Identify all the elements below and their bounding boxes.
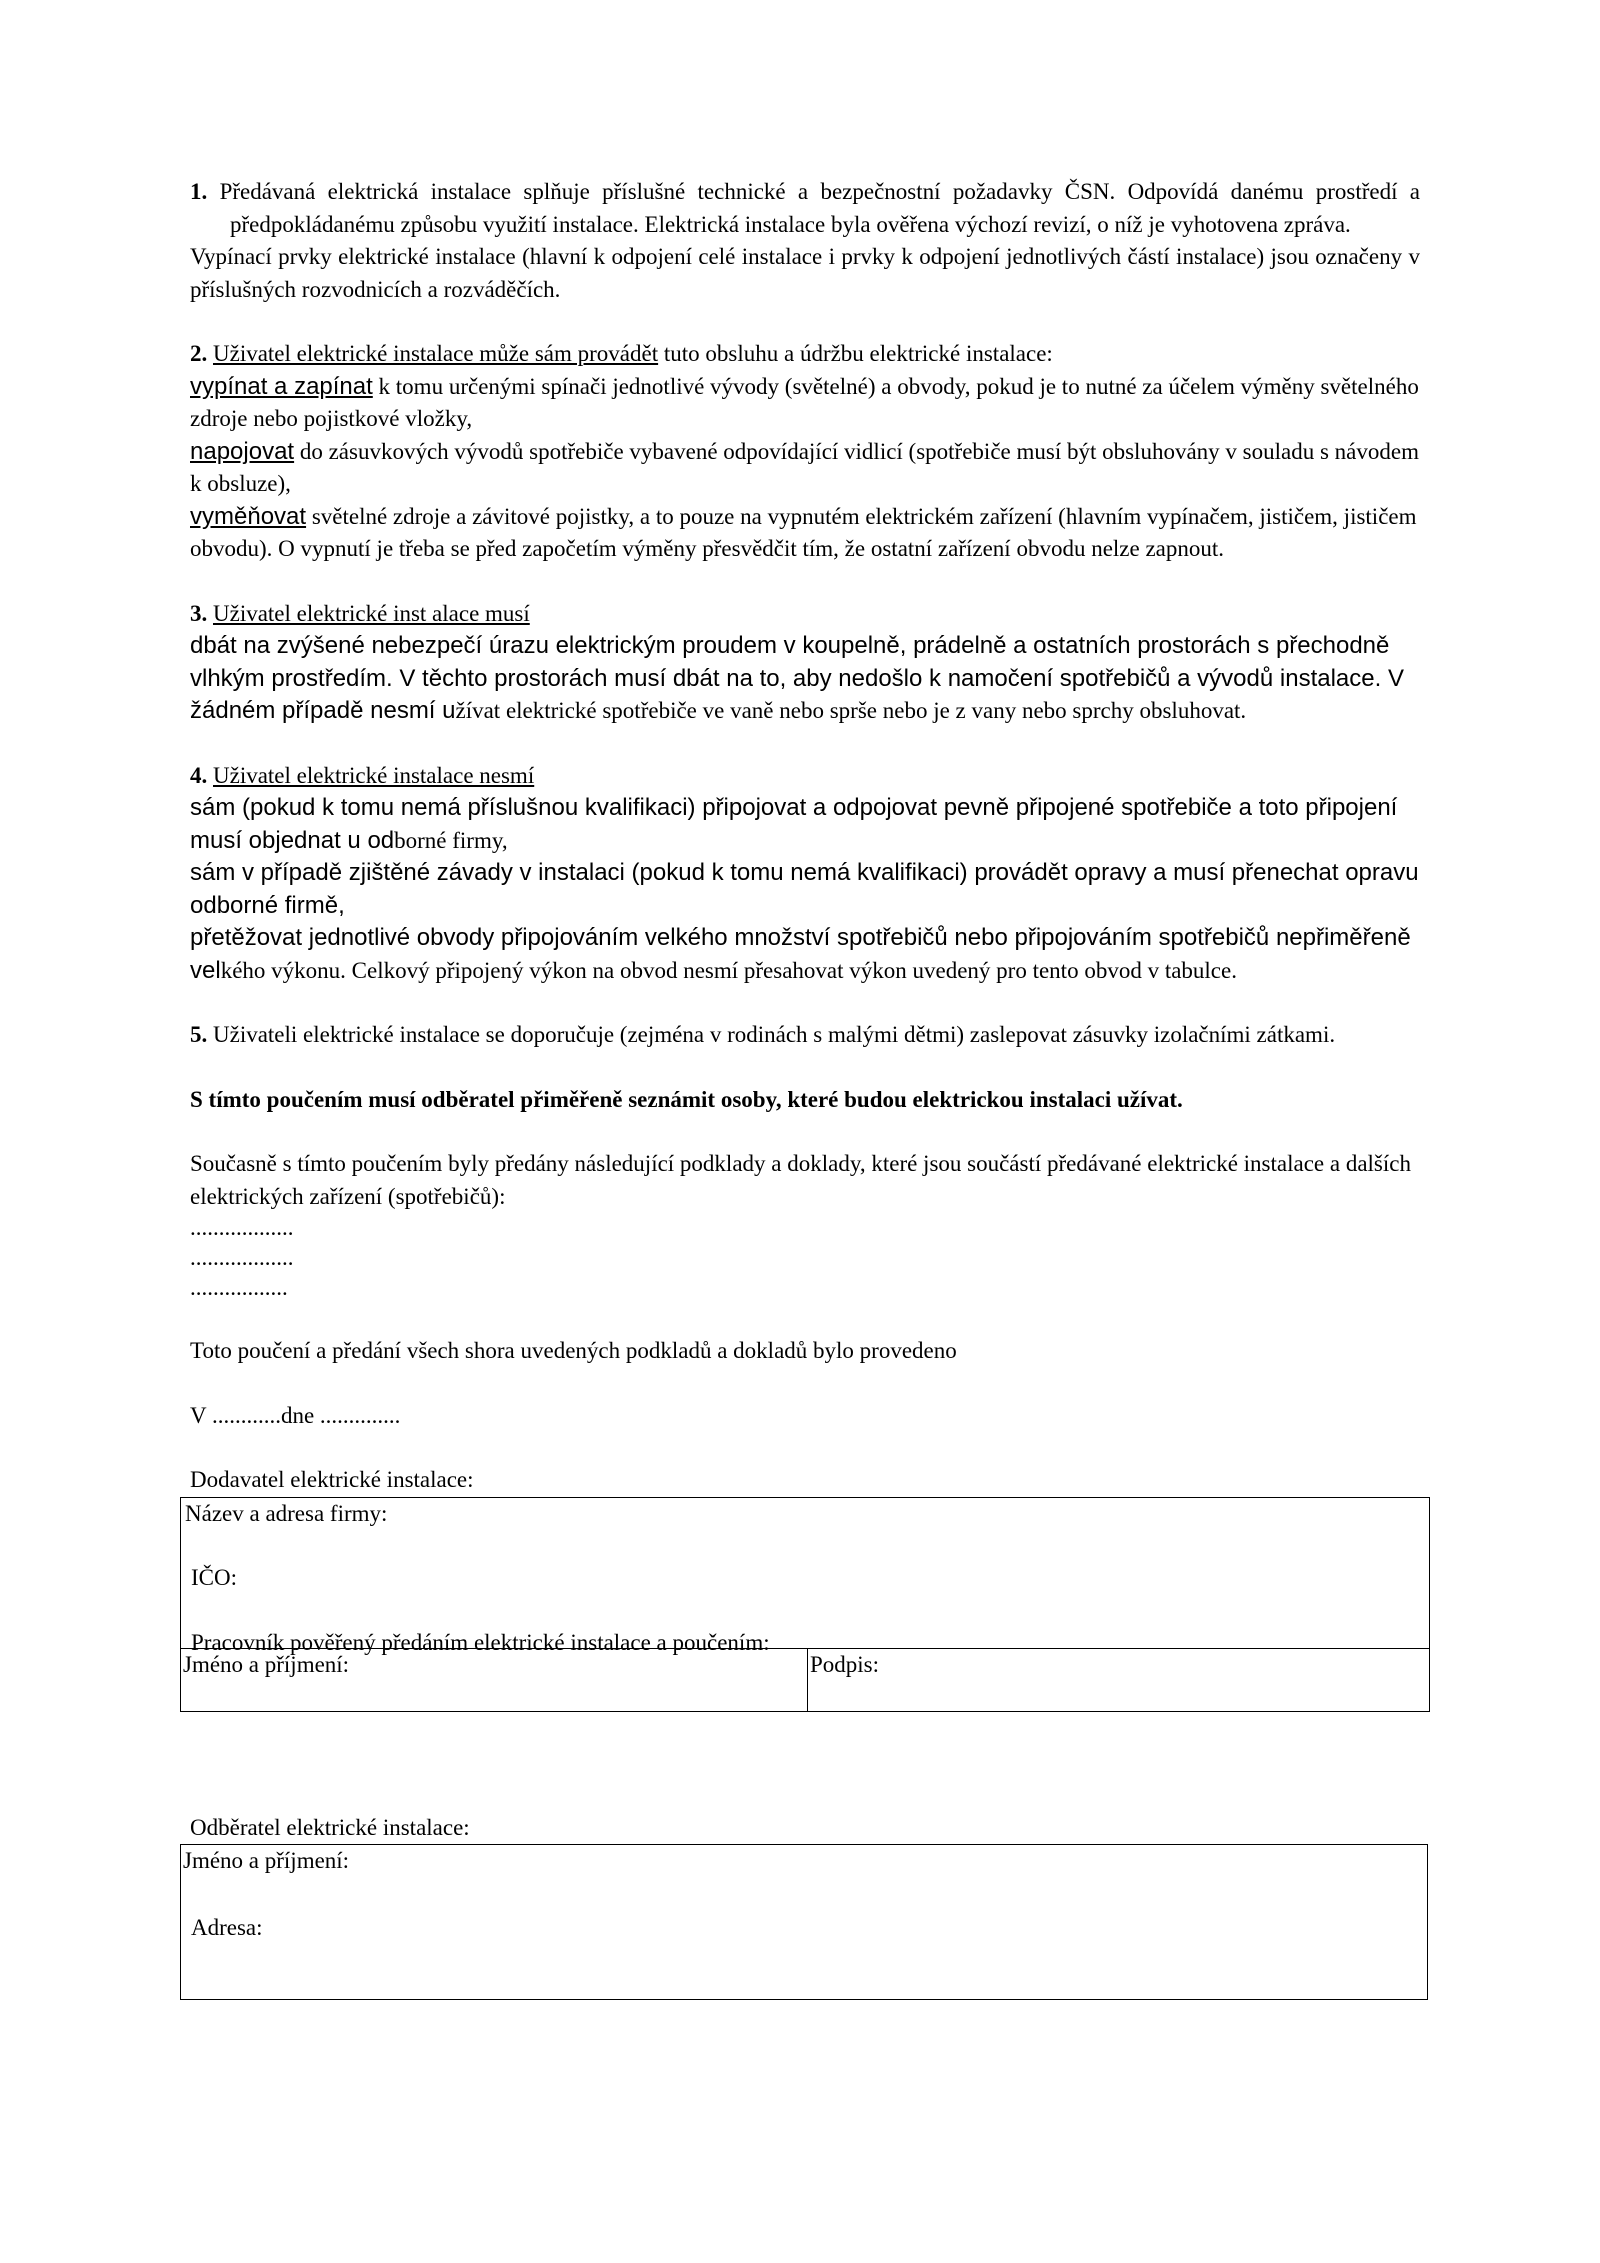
item-sans-text: přetěžovat jednotlivé obvody připojováním velkého množství spotřebičů nebo připojováním spotřebičů nepřiměřeně vel <box>190 924 1411 984</box>
supplier-company-box <box>180 1497 1430 1655</box>
section-4-item <box>190 792 1420 857</box>
document-placeholder: .................. <box>190 1215 294 1240</box>
item-sans-text: sám v případě zjištěné závady v instalaci (pokud k tomu nemá kvalifikaci) provádět opravy a musí přenechat opravu odborné firmě, <box>190 859 1419 919</box>
notice-bold: S tímto poučením musí odběratel přiměřeně seznámit osoby, které budou elektrickou instalaci užívat. <box>190 1086 1183 1112</box>
item-keyword: napojovat <box>190 437 295 465</box>
section-number: 2. <box>190 341 208 366</box>
document-placeholder: ................. <box>190 1275 288 1300</box>
supplier-title: Dodavatel elektrické instalace: <box>190 1467 474 1492</box>
section-4-heading <box>190 760 1420 793</box>
section-2 <box>190 338 1420 566</box>
customer-address-label: Adresa: <box>191 1914 263 1940</box>
name-label: Jméno a příjmení: <box>183 1651 350 1677</box>
section-3-heading-underlined: Uživatel elektrické inst alace musí <box>213 600 530 626</box>
item-serif-text: borné firmy, <box>394 827 508 853</box>
section-number: 3. <box>190 600 208 626</box>
signature-field[interactable] <box>808 1649 1429 1711</box>
section-2-item <box>190 501 1420 566</box>
section-3 <box>190 598 1420 728</box>
section-1 <box>190 176 1420 306</box>
ico-label: IČO: <box>191 1565 237 1590</box>
item-serif-text: kého výkonu. Celkový připojený výkon na obvod nesmí přesahovat výkon uvedený pro tento obvod v tabulce. <box>220 957 1237 983</box>
section-3-sans-text: dbát na zvýšené nebezpečí úrazu elektrickým proudem v koupelně, prádelně a ostatních prostorách s přechodně vlhkým prostředím. V těchto prostorách musí dbát na to, aby nedošlo k namočení spotřebičů a vývodů instalace. V žádném případě nesmí u <box>190 632 1404 724</box>
section-number: 1. <box>190 179 208 204</box>
section-2-item <box>190 436 1420 501</box>
documents-list <box>190 1213 1420 1303</box>
section-5-text: Uživateli elektrické instalace se doporučuje (zejména v rodinách s malými dětmi) zaslepovat zásuvky izolačními zátkami. <box>213 1022 1336 1047</box>
documents-intro: Současně s tímto poučením byly předány následující podklady a doklady, které jsou součástí předávané elektrické instalace a dalších elektrických zařízení (spotřebičů): <box>190 1151 1411 1209</box>
section-2-heading-underlined: Uživatel elektrické instalace může sám provádět <box>213 341 659 366</box>
customer-name-label: Jméno a příjmení: <box>183 1848 350 1873</box>
item-text: světelné zdroje a závitové pojistky, a to pouze na vypnutém elektrickém zařízení (hlavním vypínačem, jističem, jističem obvodu). O vypnutí je třeba se před započetím výměny přesvědčit tím, že ostatní zařízení obvodu nelze zapnout. <box>190 503 1417 561</box>
section-2-heading-rest: tuto obsluhu a údržbu elektrické instalace: <box>658 341 1053 366</box>
section-number: 5. <box>190 1022 208 1047</box>
item-text: do zásuvkových vývodů spotřebiče vybavené odpovídající vidlicí (spotřebiče musí být obsluhovány v souladu s návodem k obsluze), <box>190 438 1419 496</box>
worker-label: Pracovník pověřený předáním elektrické instalace a poučením: <box>191 1629 770 1655</box>
section-5 <box>190 1019 1420 1052</box>
section-4-item <box>190 857 1420 922</box>
item-keyword: vyměňovat <box>190 502 307 530</box>
document-page <box>183 176 1420 2000</box>
confirmation-text: Toto poučení a předání všech shora uvedených podkladů a dokladů bylo provedeno <box>190 1338 957 1363</box>
section-4-heading-underlined: Uživatel elektrické instalace nesmí <box>213 762 535 788</box>
document-placeholder: .................. <box>190 1245 294 1270</box>
section-3-text <box>190 630 1420 728</box>
customer-title: Odběratel elektrické instalace: <box>190 1814 470 1840</box>
section-4-item <box>190 922 1420 987</box>
name-field[interactable] <box>181 1649 808 1711</box>
customer-form[interactable] <box>180 1844 1428 2000</box>
item-keyword: vypínat a zapínat <box>190 372 373 400</box>
section-2-heading <box>190 338 1420 371</box>
item-text: k tomu určenými spínači jednotlivé vývody (světelné) a obvody, pokud je to nutné za účelem výměny světelného zdroje nebo pojistkové vložky, <box>190 373 1419 431</box>
supplier-form <box>180 1497 1430 1712</box>
supplier-signature-row <box>180 1648 1430 1712</box>
signature-label: Podpis: <box>810 1651 880 1677</box>
section-4 <box>190 760 1420 988</box>
item-sans-text: sám (pokud k tomu nemá příslušnou kvalifikaci) připojovat a odpojovat pevně připojené spotřebiče a toto připojení musí objednat u od <box>190 794 1398 854</box>
section-3-heading <box>190 598 1420 631</box>
section-number: 4. <box>190 762 208 788</box>
section-3-serif-text: žívat elektrické spotřebiče ve vaně nebo sprše nebo je z vany nebo sprchy obsluhovat. <box>455 698 1247 723</box>
section-1-paragraph-2: Vypínací prvky elektrické instalace (hlavní k odpojení celé instalace i prvky k odpojení jednotlivých částí instalace) jsou označeny v příslušných rozvodnicích a rozváděčích. <box>190 244 1420 302</box>
section-1-text: Předávaná elektrická instalace splňuje příslušné technické a bezpečnostní požadavky ČSN. Odpovídá danému prostředí a předpokládanému způsobu využití instalace. Elektrická instalace byla ověřena výchozí revizí, o níž je vyhotovena zpráva. <box>219 179 1420 237</box>
company-label: Název a adresa firmy: <box>185 1500 388 1526</box>
section-2-item <box>190 371 1420 436</box>
section-1-paragraph <box>190 176 1420 241</box>
section-5-paragraph <box>190 1019 1420 1052</box>
place-date-line: V ............dne .............. <box>190 1402 401 1428</box>
